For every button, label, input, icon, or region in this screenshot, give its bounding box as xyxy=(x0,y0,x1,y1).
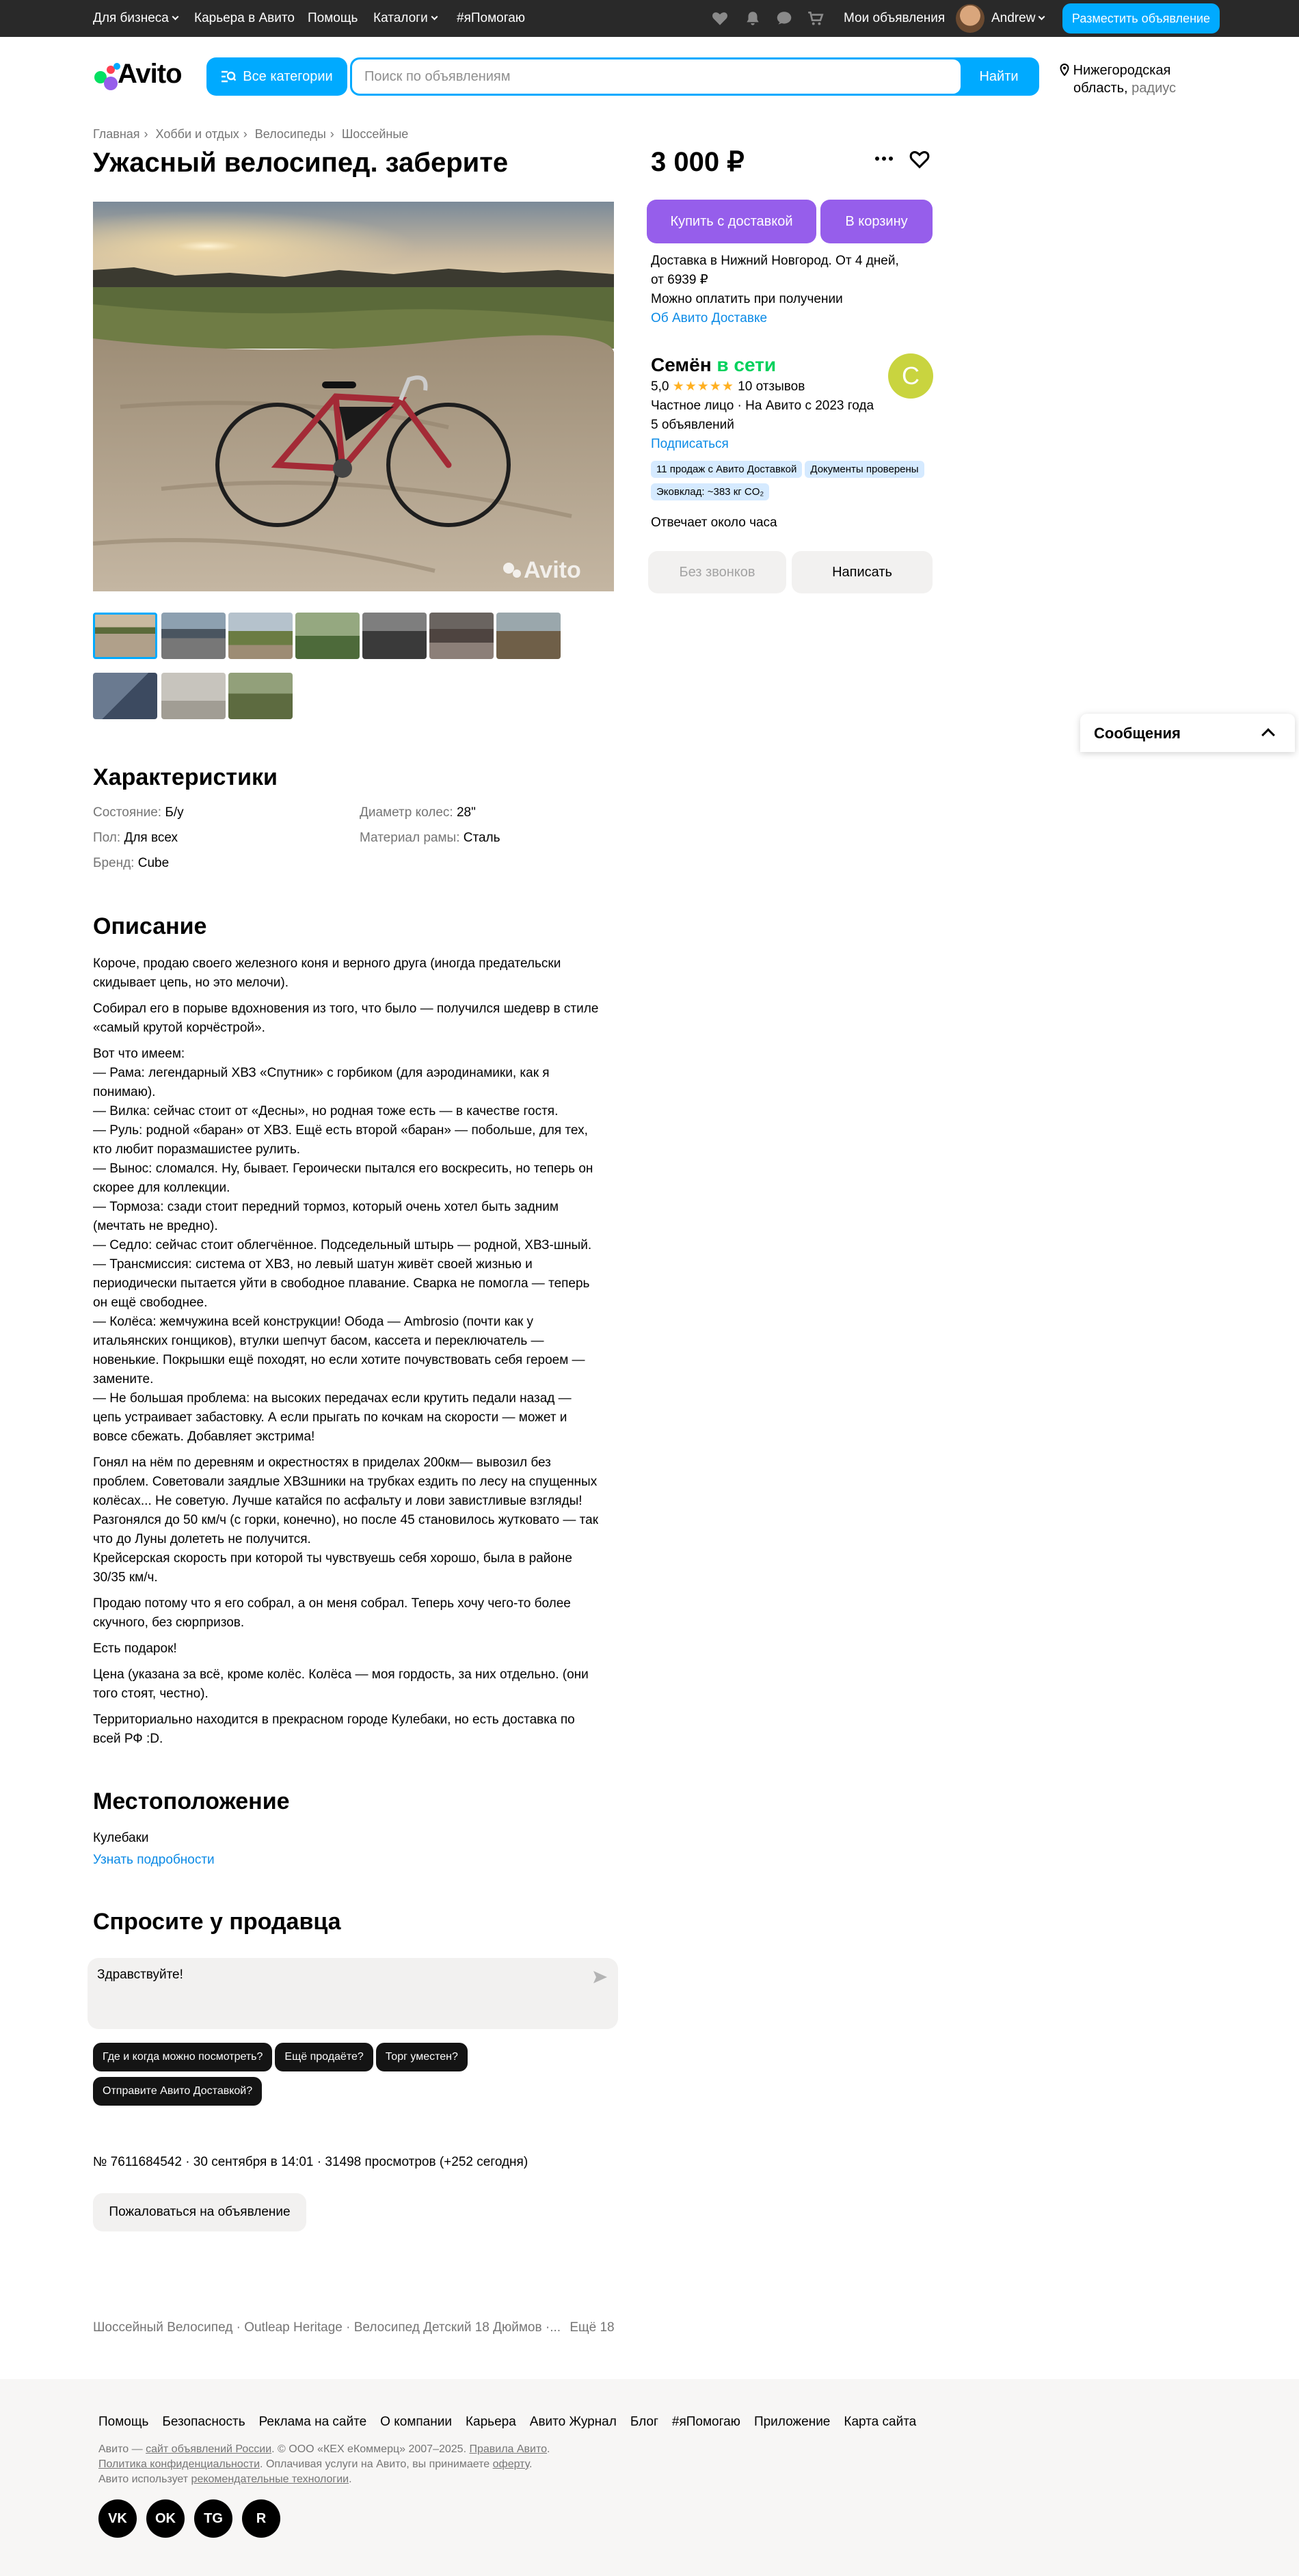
pay-on-receipt: Можно оплатить при получении xyxy=(651,292,843,306)
location-region-suffix: область, xyxy=(1073,81,1128,96)
seller-rating[interactable] xyxy=(651,379,805,394)
legal-link[interactable]: Политика конфиденциальности xyxy=(98,2458,260,2470)
catalogs-menu[interactable] xyxy=(373,11,437,26)
thumbnail[interactable] xyxy=(228,673,293,719)
legal-link[interactable]: сайт объявлений России xyxy=(146,2443,272,2455)
odnoklassniki-icon[interactable]: OK xyxy=(146,2499,185,2538)
description-paragraph: Собирал его в порыве вдохновения из того, что было — получился шедевр в стиле «самый крутой корчёстрой». xyxy=(93,1002,599,1035)
description-paragraph: Территориально находится в прекрасном городе Кулебаки, но есть доставка по всей РФ :D. xyxy=(93,1713,575,1746)
thumbnail[interactable] xyxy=(228,613,293,659)
star-icon: ★★★★★ xyxy=(672,379,734,394)
listing-meta: № 7611684542 · 30 сентября в 14:01 · 31498 просмотров (+252 сегодня) xyxy=(93,2155,528,2169)
bicycle-photo xyxy=(93,202,614,591)
breadcrumb-separator: › xyxy=(243,127,247,141)
breadcrumb-separator: › xyxy=(330,127,334,141)
legal-segment: . © ООО «КЕХ еКоммерц» 2007–2025. xyxy=(271,2443,467,2455)
characteristic-value: 28" xyxy=(456,805,476,820)
footer-links xyxy=(98,2415,930,2430)
footer-link[interactable]: Карьера xyxy=(465,2415,516,2429)
characteristic-item xyxy=(93,831,178,846)
main-photo[interactable] xyxy=(93,202,614,591)
seller-badge: Документы проверены xyxy=(805,461,924,478)
description-paragraph: Продаю потому что я его собрал, а он меня собрал. Теперь хочу чего-то более скучного, без сюрпризов. xyxy=(93,1596,571,1630)
rating-value: 5,0 xyxy=(651,379,669,394)
legal-segment: Авито — xyxy=(98,2443,143,2455)
characteristic-item xyxy=(360,831,500,846)
seller-online-status: в сети xyxy=(717,354,777,375)
top-bar xyxy=(0,0,1299,37)
career-link[interactable]: Карьера в Авито xyxy=(194,11,295,25)
thumbnail[interactable] xyxy=(161,673,226,719)
ask-message-input[interactable] xyxy=(97,1968,576,2009)
buy-with-delivery-button[interactable]: Купить с доставкой xyxy=(647,200,816,243)
thumbnail[interactable] xyxy=(295,613,360,659)
user-menu[interactable] xyxy=(991,11,1044,26)
legal-link[interactable]: оферту xyxy=(492,2458,530,2470)
thumbnail[interactable] xyxy=(93,673,157,719)
legal-segment: Авито использует xyxy=(98,2473,189,2485)
messages-label: Сообщения xyxy=(1094,725,1181,742)
characteristic-key: Бренд: xyxy=(93,856,135,870)
quick-question-chip[interactable]: Где и когда можно посмотреть? xyxy=(93,2043,272,2071)
characteristic-value: Сталь xyxy=(463,831,500,845)
characteristics-heading: Характеристики xyxy=(93,764,278,790)
legal-link[interactable]: Правила Авито xyxy=(469,2443,548,2455)
vk-icon[interactable]: VK xyxy=(98,2499,137,2538)
bell-icon[interactable] xyxy=(744,10,762,27)
delivery-info xyxy=(651,252,924,328)
breadcrumb-item[interactable]: Велосипеды xyxy=(254,127,326,141)
breadcrumb-item[interactable]: Хобби и отдых xyxy=(155,127,239,141)
seller-badge: 11 продаж с Авито Доставкой xyxy=(651,461,802,478)
chevron-down-icon xyxy=(431,14,438,21)
footer-link[interactable]: #яПомогаю xyxy=(671,2415,740,2429)
characteristic-key: Диаметр колес: xyxy=(360,805,453,820)
help-hashtag-link[interactable]: #яПомогаю xyxy=(457,11,526,25)
related-more-link[interactable]: Ещё 18 xyxy=(570,2320,615,2335)
send-icon[interactable] xyxy=(592,1969,608,1985)
search-bar xyxy=(350,57,1039,96)
location-city: Кулебаки xyxy=(93,1831,149,1845)
business-menu[interactable] xyxy=(93,11,178,26)
more-options-icon[interactable] xyxy=(874,152,894,165)
footer-link[interactable]: Приложение xyxy=(753,2415,831,2429)
all-categories-button[interactable] xyxy=(206,57,347,96)
reply-time: Отвечает около часа xyxy=(651,515,777,530)
footer-link[interactable]: Помощь xyxy=(98,2415,149,2429)
characteristic-value: Cube xyxy=(137,856,170,870)
characteristic-key: Материал рамы: xyxy=(360,831,460,845)
quick-question-chip[interactable]: Ещё продаёте? xyxy=(275,2043,373,2071)
ask-message-box xyxy=(88,1958,618,2029)
footer-link[interactable]: Безопасность xyxy=(162,2415,245,2429)
post-ad-button[interactable]: Разместить объявление xyxy=(1062,3,1220,33)
breadcrumb-separator: › xyxy=(144,127,148,141)
thumbnail[interactable] xyxy=(161,613,226,659)
thumbnail[interactable] xyxy=(362,613,427,659)
description-heading: Описание xyxy=(93,913,207,939)
price: 3 000 ₽ xyxy=(651,147,745,177)
location-region: Нижегородская xyxy=(1073,63,1171,78)
location-heading: Местоположение xyxy=(93,1788,290,1814)
write-message-button[interactable]: Написать xyxy=(792,551,933,593)
description-paragraph: Гонял на нём по деревням и окрестностях в приделах 200км— вывозил без проблем. Советовали заядлые ХВЗшники на трубках ездить по лесу на спущенных колёсах... Не советую. Лучше катайся по асфальту и лови завистливые взгляды! Разгонялся до 50 км/ч (с горки, конечно), но после 45 становилось жутковато — так что до Луны долететь не получится. Крейсерская скорость при которой ты чувствуешь себя хорошо, была в районе 30/35 км/ч. xyxy=(93,1455,599,1585)
thumbnail[interactable] xyxy=(429,613,494,659)
description-paragraph: Вот что имеем: — Рама: легендарный ХВЗ «Спутник» с горбиком (для аэродинамики, как я понимаю). — Вилка: сейчас стоит от «Десны», но родная тоже есть — в качестве гостя. — Руль: родной «баран» от ХВЗ. Ещё есть второй «баран» — побольше, для тех, кто любит поразмашистее рулить. — Вынос: сломался. Ну, бывает. Героически пытался его воскресить, но теперь он скорее для коллекции. — Тормоза: сзади стоит передний тормоз, который очень хотел быть задним (мечтать не вредно). — Седло: сейчас стоит облегчённое. Подседельный штырь — родной, ХВЗ-шный. — Трансмиссия: система от ХВЗ, но левый шатун живёт своей жизнью и периодически пытается уйти в свободное плавание. Сварка не помогла — теперь он ещё свободнее. — Колёса: жемчужина всей конструкции! Обода — Ambrosio (почти как у итальянских гонщиков), втулки шепчут басом, кассета и переключатель — новенькие. Покрышки ещё походят, но если хотите почувствовать себя героем — замените. — Не большая проблема: на высоких передачах если крутить педали назад — цепь устраивает забастовку. А если прыгать по кочкам на скорости — может и вовсе сбежать. Добавляет экстрима! xyxy=(93,1047,593,1444)
breadcrumb-item[interactable]: Шоссейные xyxy=(341,127,409,141)
delivery-line: Доставка в Нижний Новгород. От 4 дней, xyxy=(651,254,899,268)
no-calls-button: Без звонков xyxy=(648,551,786,593)
footer-link[interactable]: Реклама на сайте xyxy=(258,2415,367,2429)
report-button[interactable]: Пожаловаться на объявление xyxy=(93,2193,306,2231)
footer-link[interactable]: О компании xyxy=(380,2415,452,2429)
description-text xyxy=(93,954,599,1756)
characteristic-item xyxy=(93,805,184,820)
thumbnail[interactable] xyxy=(93,613,157,659)
favorite-heart-icon[interactable] xyxy=(908,148,931,171)
characteristic-key: Состояние: xyxy=(93,805,162,820)
characteristic-item xyxy=(93,856,169,871)
seller-meta xyxy=(651,397,874,454)
all-categories-label: Все категории xyxy=(243,68,333,84)
footer-link[interactable]: Авито Журнал xyxy=(529,2415,617,2429)
photo-watermark: Avito xyxy=(524,557,581,583)
quick-questions xyxy=(93,2043,613,2111)
description-paragraph: Короче, продаю своего железного коня и верного друга (иногда предательски скидывает цепь, но это мелочи). xyxy=(93,956,561,990)
quick-question-chip[interactable]: Отправите Авито Доставкой? xyxy=(93,2077,262,2106)
reviews-count: 10 отзывов xyxy=(738,379,805,394)
seller-ads-count[interactable]: 5 объявлений xyxy=(651,418,734,432)
characteristic-value: Для всех xyxy=(124,831,178,845)
chevron-down-icon xyxy=(172,14,178,21)
breadcrumb xyxy=(93,127,408,142)
seller-name-text: Семён xyxy=(651,354,712,375)
characteristic-value: Б/у xyxy=(165,805,184,820)
chat-icon[interactable] xyxy=(775,10,793,27)
find-button[interactable]: Найти xyxy=(979,68,1019,84)
seller-avatar[interactable]: С xyxy=(888,353,933,399)
location-details-link[interactable]: Узнать подробности xyxy=(93,1853,215,1867)
description-paragraph: Есть подарок! xyxy=(93,1641,177,1656)
ask-seller-heading: Спросите у продавца xyxy=(93,1909,341,1935)
categories-icon xyxy=(221,70,236,83)
rutube-icon[interactable]: R xyxy=(242,2499,280,2538)
location-selector[interactable] xyxy=(1060,62,1176,97)
footer-link[interactable]: Карта сайта xyxy=(844,2415,917,2429)
seller-badge: Эковклад: ~383 кг CO₂ xyxy=(651,483,769,500)
chevron-down-icon xyxy=(1039,14,1045,21)
cart-icon[interactable] xyxy=(807,10,825,27)
chevron-up-icon[interactable] xyxy=(1261,728,1275,742)
legal-text: Авито — сайт объявлений России. © ООО «КЕХ еКоммерц» 2007–2025. Правила Авито. Политика конфиденциальности. Оплачивая услуги на Авито, вы принимаете оферту. Авито использует рекомендательные технологии. xyxy=(98,2443,550,2485)
footer-link[interactable]: Блог xyxy=(630,2415,658,2429)
related-searches xyxy=(93,2320,615,2335)
subscribe-link[interactable]: Подписаться xyxy=(651,437,729,451)
about-delivery-link[interactable]: Об Авито Доставке xyxy=(651,311,768,325)
telegram-icon[interactable]: TG xyxy=(194,2499,232,2538)
catalogs-menu-label: Каталоги xyxy=(373,11,428,25)
messages-widget[interactable] xyxy=(1080,714,1295,752)
seller-badges xyxy=(651,461,938,506)
characteristic-key: Пол: xyxy=(93,831,121,845)
my-ads-link[interactable]: Мои объявления xyxy=(844,11,946,25)
help-link[interactable]: Помощь xyxy=(308,11,358,25)
business-menu-label: Для бизнеса xyxy=(93,11,169,25)
listing-title: Ужасный велосипед. заберите xyxy=(93,148,509,178)
quick-question-chip[interactable]: Торг уместен? xyxy=(376,2043,468,2071)
seller-type: Частное лицо · На Авито с 2023 года xyxy=(651,399,874,413)
legal-link[interactable]: рекомендательные технологии xyxy=(191,2473,349,2485)
breadcrumb-item[interactable]: Главная xyxy=(93,127,140,141)
location-pin-icon xyxy=(1060,64,1069,76)
user-avatar[interactable] xyxy=(956,4,985,33)
legal-segment: . Оплачивая услуги на Авито, вы принимаете xyxy=(260,2458,490,2470)
seller-name[interactable] xyxy=(651,354,776,376)
characteristic-item xyxy=(360,805,476,820)
add-to-cart-button[interactable]: В корзину xyxy=(820,200,933,243)
description-paragraph: Цена (указана за всё, кроме колёс. Колёса — моя гордость, за них отдельно. (они того стоят, честно). xyxy=(93,1667,589,1701)
search-input[interactable] xyxy=(352,59,961,94)
footer xyxy=(0,2379,1299,2576)
related-links[interactable]: Шоссейный Велосипед · Outleap Heritage · Велосипед Детский 18 Дюймов ·... xyxy=(93,2320,561,2335)
delivery-price: от 6939 ₽ xyxy=(651,273,708,287)
user-name: Andrew xyxy=(991,11,1036,25)
avito-logo-text[interactable]: Avito xyxy=(118,59,182,89)
location-radius: радиус xyxy=(1131,81,1177,96)
heart-icon[interactable] xyxy=(711,10,729,27)
thumbnail[interactable] xyxy=(496,613,561,659)
